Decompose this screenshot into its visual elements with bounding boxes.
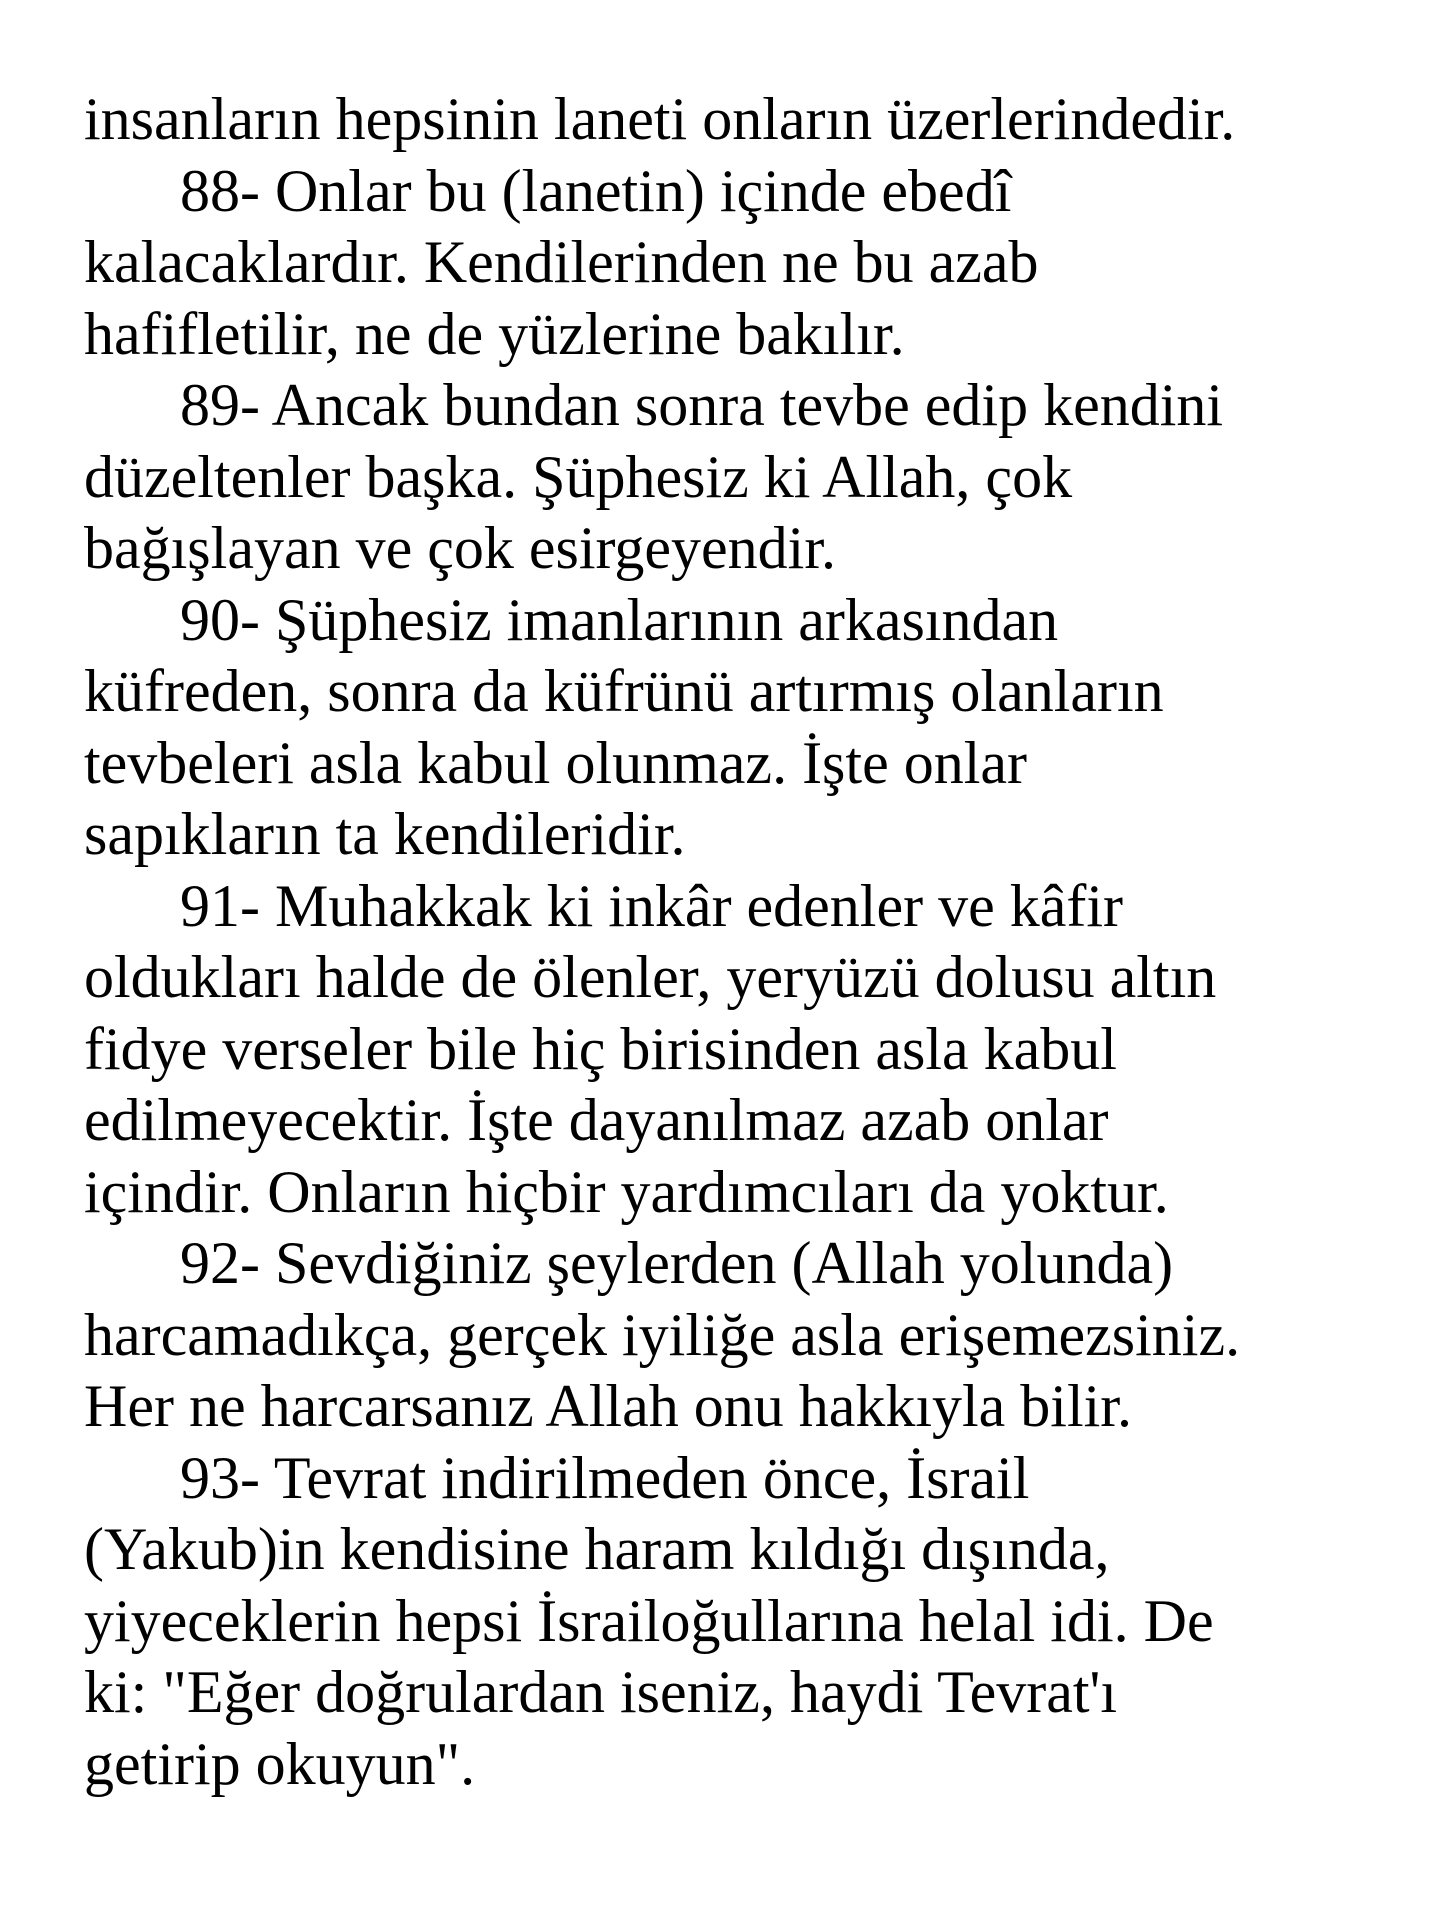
text-line: (Yakub)in kendisine haram kıldığı dışında,	[84, 1516, 1110, 1582]
text-line: 93- Tevrat indirilmeden önce, İsrail	[180, 1444, 1030, 1511]
text-line: düzeltenler başka. Şüphesiz ki Allah, çok	[84, 443, 1073, 510]
text-line: 89- Ancak bundan sonra tevbe edip kendini	[180, 372, 1224, 438]
text-line: 88- Onlar bu (lanetin) içinde ebedî	[180, 157, 1012, 224]
text-line: insanların hepsinin laneti onların üzerlerindedir.	[84, 86, 1236, 152]
text-line: oldukları halde de ölenler, yeryüzü dolusu altın	[84, 944, 1217, 1010]
text-line: sapıkların ta kendileridir.	[84, 801, 686, 867]
body-text	[84, 84, 1404, 1800]
text-line: fidye verseler bile hiç birisinden asla kabul	[84, 1015, 1117, 1082]
text-line: 91- Muhakkak ki inkâr edenler ve kâfir	[180, 872, 1123, 939]
text-line: yiyeceklerin hepsi İsrailoğullarına helal idi. De	[84, 1587, 1214, 1654]
text-line: içindir. Onların hiçbir yardımcıları da yoktur.	[84, 1158, 1169, 1225]
text-line: edilmeyecektir. İşte dayanılmaz azab onlar	[84, 1087, 1109, 1153]
text-line: 92- Sevdiğiniz şeylerden (Allah yolunda)	[180, 1230, 1174, 1296]
text-line: getirip okuyun".	[84, 1730, 476, 1797]
text-line: hafifletilir, ne de yüzlerine bakılır.	[84, 300, 905, 367]
text-line: tevbeleri asla kabul olunmaz. İşte onlar	[84, 729, 1027, 796]
text-line: küfreden, sonra da küfrünü artırmış olanların	[84, 658, 1164, 724]
text-line: harcamadıkça, gerçek iyiliğe asla erişemezsiniz.	[84, 1301, 1241, 1368]
text-line: Her ne harcarsanız Allah onu hakkıyla bilir.	[84, 1373, 1132, 1439]
text-line: ki: "Eğer doğrulardan iseniz, haydi Tevrat'ı	[84, 1659, 1118, 1725]
text-line: bağışlayan ve çok esirgeyendir.	[84, 515, 836, 581]
text-line: kalacaklardır. Kendilerinden ne bu azab	[84, 229, 1039, 295]
text-line: 90- Şüphesiz imanlarının arkasından	[180, 586, 1059, 653]
